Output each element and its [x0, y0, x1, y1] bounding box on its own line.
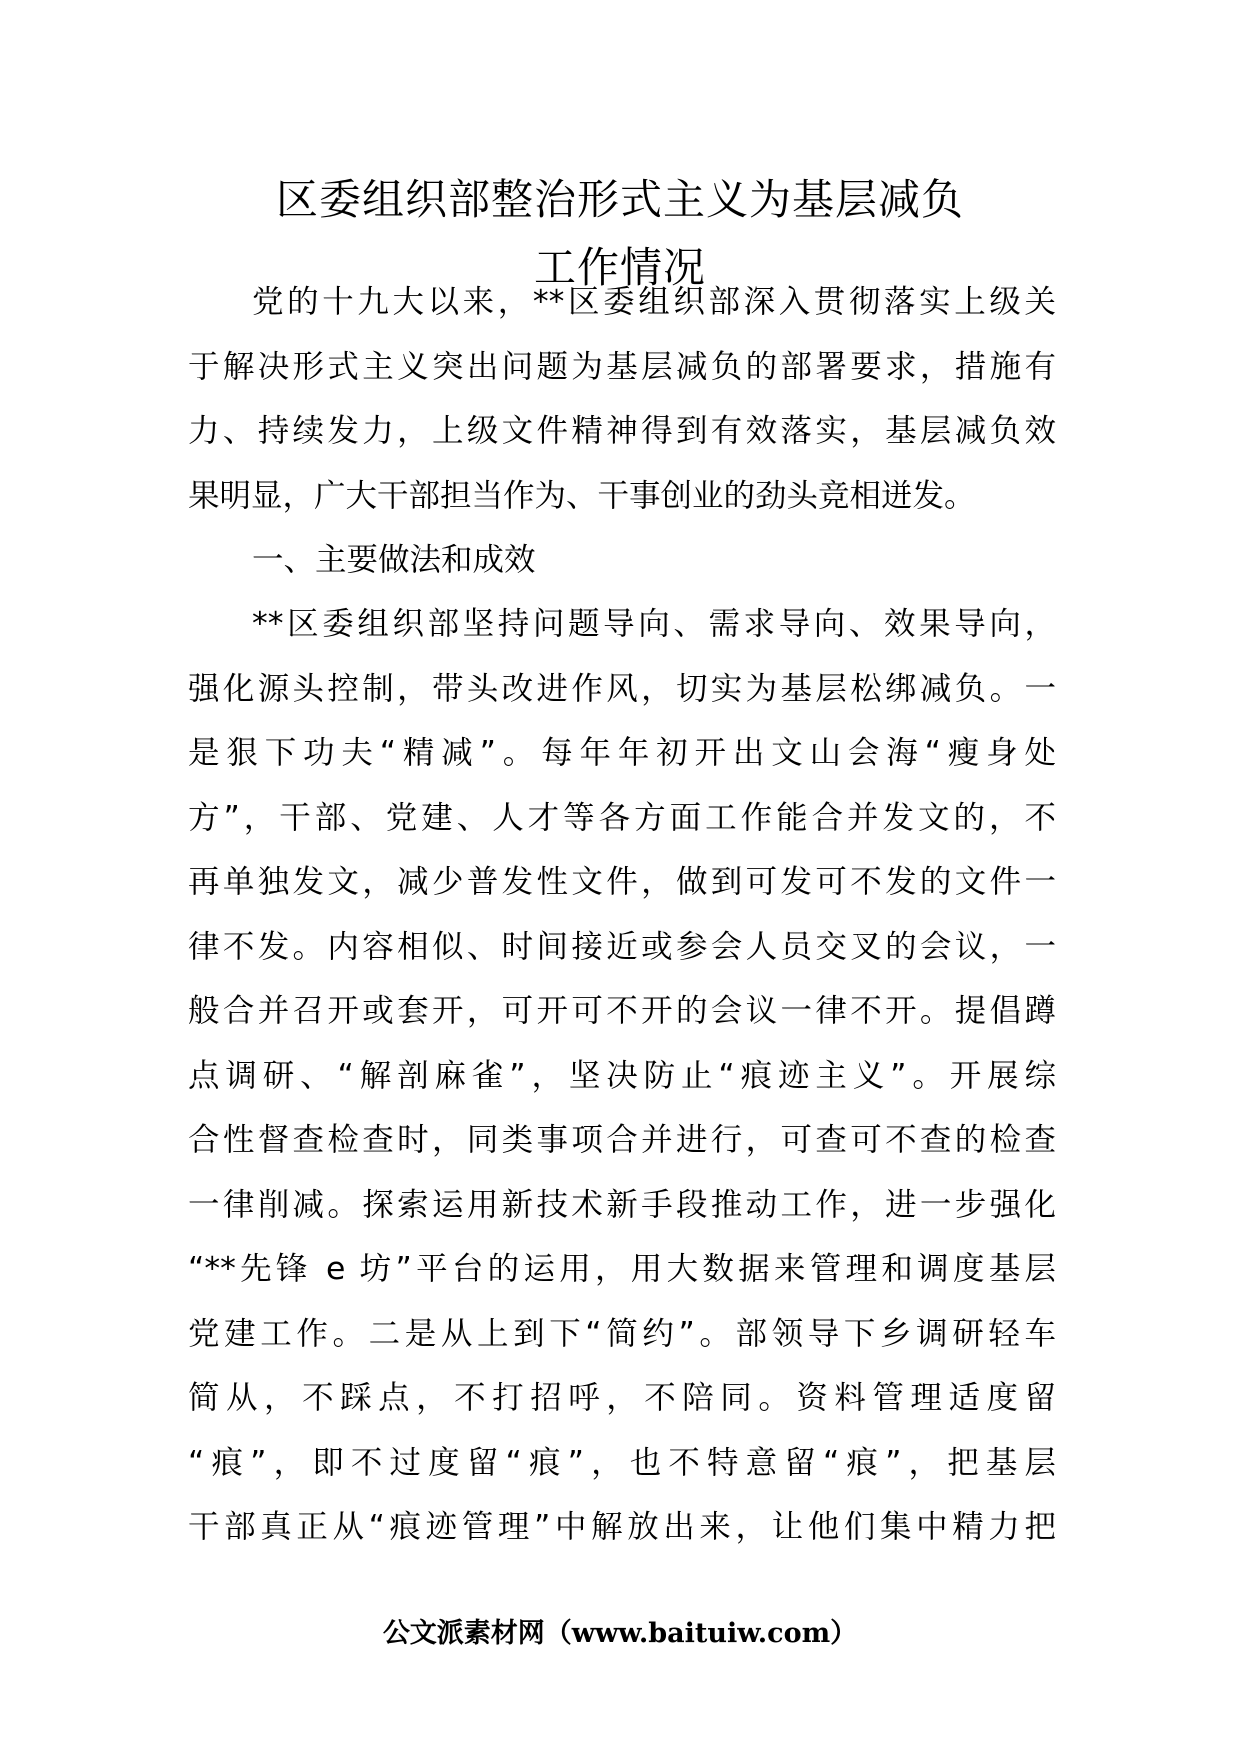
document-title-line-2: 工作情况	[533, 243, 706, 292]
paragraph-line: 简从，不踩点，不打招呼，不陪同。资料管理适度留	[188, 1380, 1056, 1416]
paragraph-line: 合性督查检查时，同类事项合并进行，可查可不查的检查	[188, 1122, 1056, 1158]
paragraph-line: 再单独发文，减少普发性文件，做到可发可不发的文件一	[188, 864, 1056, 900]
paragraph-line: 方”，干部、党建、人才等各方面工作能合并发文的，不	[188, 799, 1056, 836]
section-heading-1	[188, 528, 1056, 593]
document-title-line-1: 区委组织部整治形式主义为基层减负	[275, 175, 964, 224]
paragraph-2	[188, 592, 1056, 1560]
paragraph-line: 党的十九大以来，**区委组织部深入贯彻落实上级关	[252, 284, 1056, 320]
paragraph-line: 般合并召开或套开，可开可不开的会议一律不开。提倡蹲	[188, 993, 1056, 1029]
paragraph-line: 点调研、“解剖麻雀”，坚决防止“痕迹主义”。开展综	[188, 1057, 1056, 1094]
paragraph-line: 律不发。内容相似、时间接近或参会人员交叉的会议，一	[188, 928, 1056, 965]
paragraph-line: 力、持续发力，上级文件精神得到有效落实，基层减负效	[188, 413, 1056, 449]
paragraph-line: **区委组织部坚持问题导向、需求导向、效果导向，	[252, 606, 1056, 642]
paragraph-line: 于解决形式主义突出问题为基层减负的部署要求，措施有	[188, 348, 1056, 385]
paragraph-line: 是狠下功夫“精减”。每年年初开出文山会海“瘦身处	[188, 735, 1056, 771]
source-watermark-footer: 公文派素材网（www.baituiw.com）	[382, 1618, 858, 1649]
paragraph-line: “**先锋 e 坊”平台的运用，用大数据来管理和调度基层	[188, 1251, 1056, 1287]
paragraph-line: 果明显，广大干部担当作为、干事创业的劲头竞相迸发。	[188, 477, 976, 514]
paragraph-line: 干部真正从“痕迹管理”中解放出来，让他们集中精力把	[188, 1509, 1056, 1545]
paragraph-line: “痕”，即不过度留“痕”，也不特意留“痕”，把基层	[188, 1444, 1056, 1481]
paragraph-line: 强化源头控制，带头改进作风，切实为基层松绑减负。一	[188, 670, 1056, 707]
section-heading-text: 一、主要做法和成效	[252, 542, 536, 578]
paragraph-1	[188, 270, 1056, 528]
paragraph-line: 党建工作。二是从上到下“简约”。部领导下乡调研轻车	[188, 1315, 1056, 1352]
paragraph-line: 一律削减。探索运用新技术新手段推动工作，进一步强化	[188, 1186, 1056, 1223]
